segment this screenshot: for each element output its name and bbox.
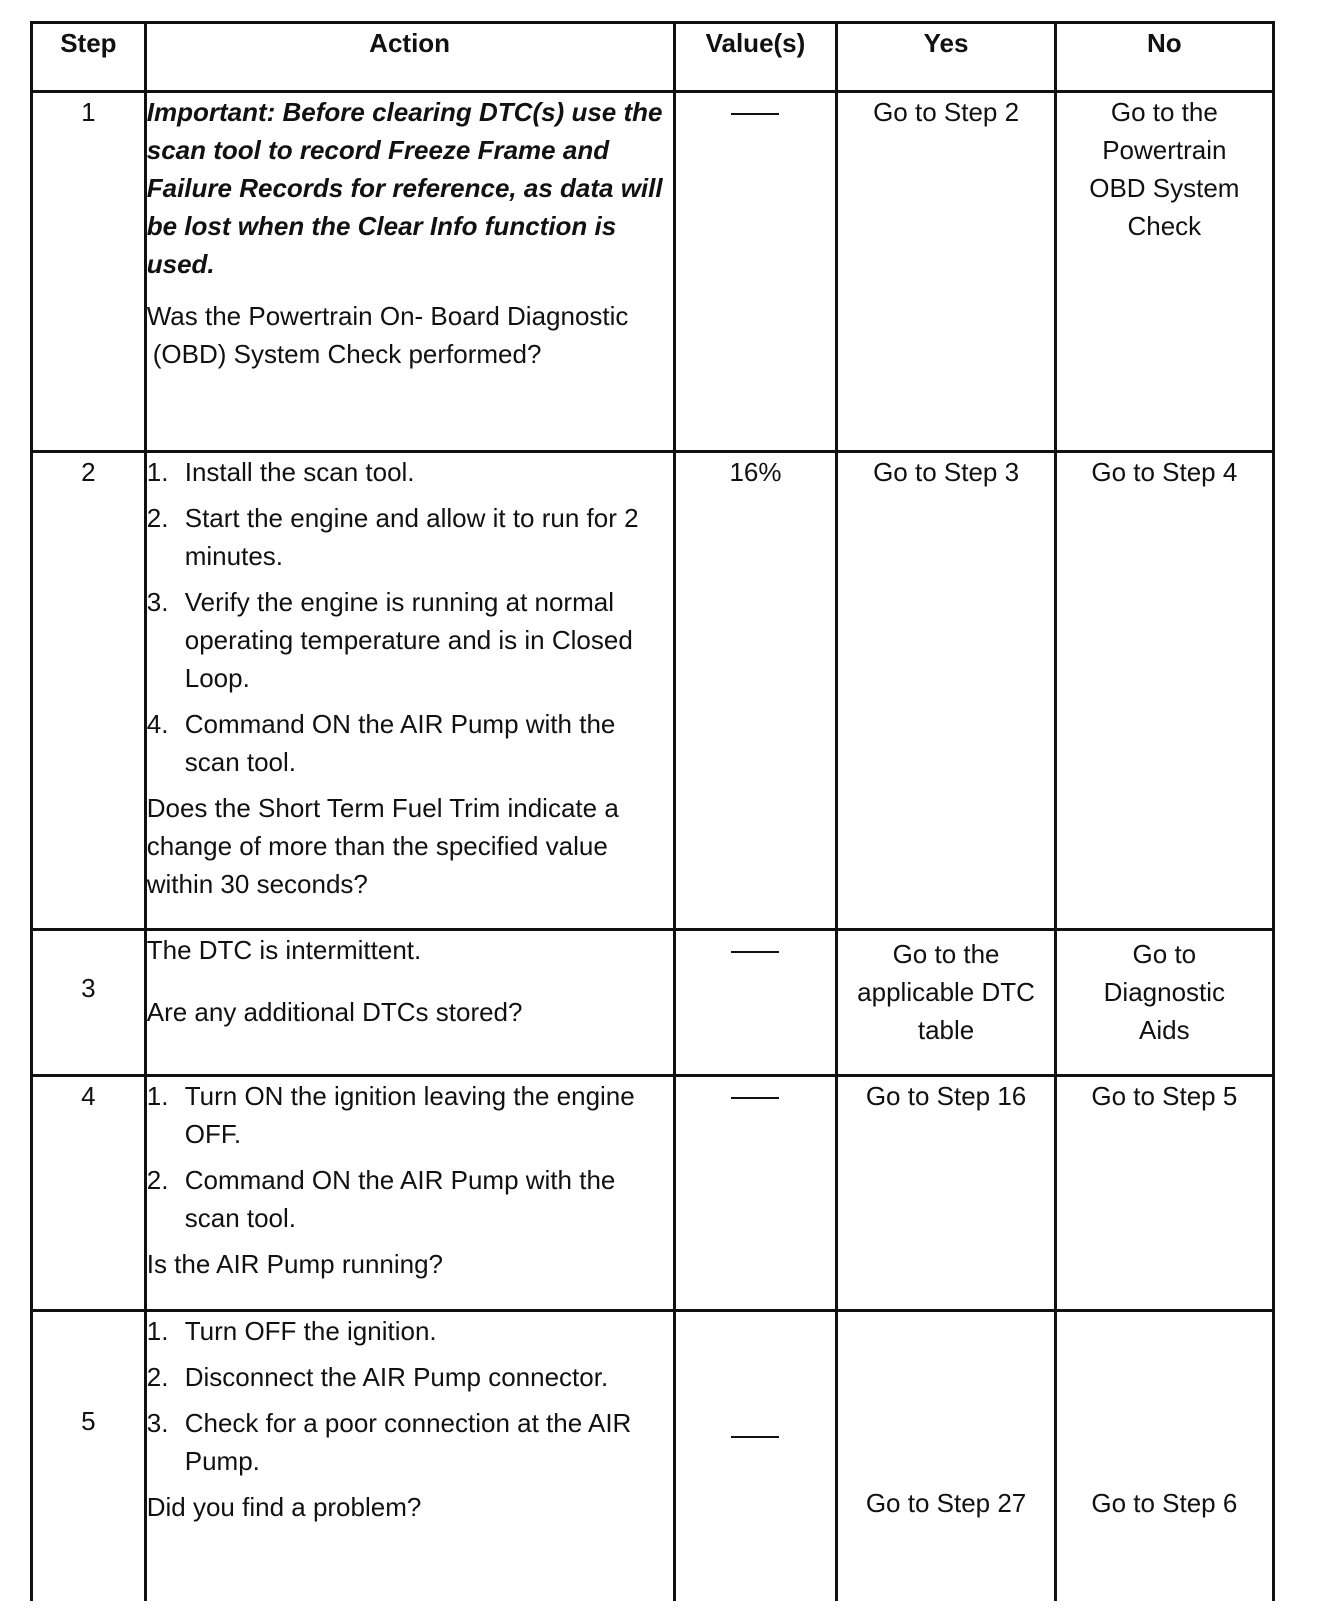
action-statement: The DTC is intermittent.: [146, 935, 422, 965]
header-values: Value(s): [674, 23, 837, 92]
header-no: No: [1055, 23, 1273, 92]
value-dash: [731, 1097, 779, 1099]
table-row: [32, 1311, 1274, 1601]
value-cell: 16%: [674, 452, 837, 930]
action-cell: [145, 930, 674, 1076]
value-cell: [674, 92, 837, 452]
action-question: Did you find a problem?: [146, 1492, 422, 1522]
action-step-item: 3. Check for a poor connection at the AIR Pump.: [146, 1408, 632, 1476]
value-cell: [674, 1311, 837, 1601]
action-steps: [147, 1312, 673, 1480]
no-cell: Go to the Powertrain OBD System Check: [1055, 92, 1273, 452]
important-note: Important: Before clearing DTC(s) use the scan tool to record Freeze Frame and Failure Records for reference, as data will be lost when the Clear Info function is used.: [146, 97, 663, 279]
table-row: [32, 452, 1274, 930]
action-steps: [147, 1077, 673, 1237]
yes-cell: Go to Step 27: [837, 1311, 1055, 1601]
action-cell: [145, 452, 674, 930]
action-question: Does the Short Term Fuel Trim indicate a change of more than the specified value within 30 seconds?: [146, 793, 619, 899]
action-cell: [145, 1076, 674, 1311]
step-number: 4: [32, 1076, 146, 1311]
header-step: Step: [32, 23, 146, 92]
action-step-item: 2. Start the engine and allow it to run for 2 minutes.: [146, 503, 639, 571]
no-cell: Go to Diagnostic Aids: [1055, 930, 1273, 1076]
action-step-item: 1. Install the scan tool.: [146, 457, 415, 487]
yes-cell: Go to Step 2: [837, 92, 1055, 452]
action-steps: [147, 453, 673, 781]
action-step-item: 2. Disconnect the AIR Pump connector.: [146, 1362, 609, 1392]
value-dash: [731, 951, 779, 953]
action-cell: [145, 92, 674, 452]
action-question: Was the Powertrain On- Board Diagnostic (OBD) System Check performed?: [146, 301, 629, 369]
yes-cell: Go to Step 3: [837, 452, 1055, 930]
table-row: [32, 92, 1274, 452]
header-action: Action: [145, 23, 674, 92]
step-number: 3: [32, 930, 146, 1076]
action-step-item: 4. Command ON the AIR Pump with the scan tool.: [146, 709, 616, 777]
action-step-item: 1. Turn ON the ignition leaving the engine OFF.: [146, 1081, 635, 1149]
action-cell: [145, 1311, 674, 1601]
value-dash: [731, 113, 779, 115]
no-cell: Go to Step 4: [1055, 452, 1273, 930]
value-cell: [674, 930, 837, 1076]
value-cell: [674, 1076, 837, 1311]
table-row: [32, 1076, 1274, 1311]
header-yes: Yes: [837, 23, 1055, 92]
header-row: [32, 23, 1274, 92]
diagnostic-table-sheet: [30, 21, 1275, 1612]
yes-cell: Go to Step 16: [837, 1076, 1055, 1311]
diagnostic-table: [30, 21, 1275, 1601]
no-cell: Go to Step 6: [1055, 1311, 1273, 1601]
action-step-item: 1. Turn OFF the ignition.: [146, 1316, 437, 1346]
action-question: Is the AIR Pump running?: [146, 1249, 444, 1279]
action-question: Are any additional DTCs stored?: [146, 997, 523, 1027]
yes-cell: Go to the applicable DTC table: [837, 930, 1055, 1076]
table-row: [32, 930, 1274, 1076]
step-number: 1: [32, 92, 146, 452]
action-step-item: 2. Command ON the AIR Pump with the scan tool.: [146, 1165, 616, 1233]
step-number: 2: [32, 452, 146, 930]
action-step-item: 3. Verify the engine is running at normal operating temperature and is in Closed Loop.: [146, 587, 633, 693]
no-cell: Go to Step 5: [1055, 1076, 1273, 1311]
step-number: 5: [32, 1311, 146, 1601]
value-dash: [731, 1436, 779, 1438]
